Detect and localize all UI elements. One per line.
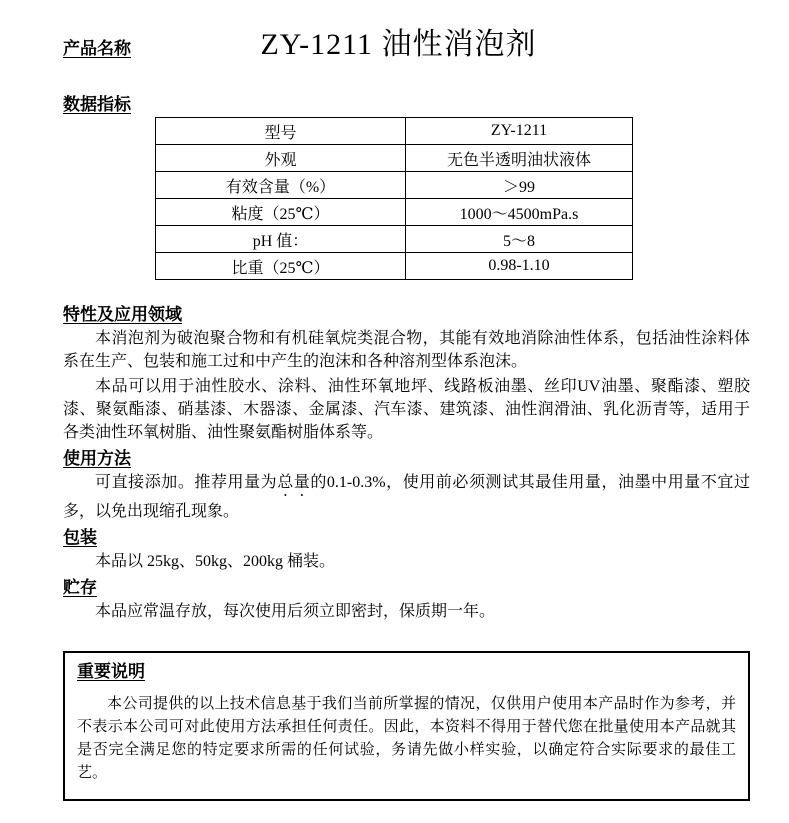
spec-label-model: 型号 <box>156 118 406 145</box>
section-heading-usage: 使用方法 <box>63 449 131 468</box>
spec-value-specific-gravity: 0.98-1.10 <box>406 253 633 280</box>
section-heading-packaging: 包装 <box>63 528 97 547</box>
usage-text-emphasized: 总量 <box>277 474 311 491</box>
page-title: ZY-1211 油性消泡剂 <box>260 28 537 61</box>
spec-label-ph: pH 值： <box>156 226 406 253</box>
header <box>63 28 750 62</box>
features-paragraph-2: 本品可以用于油性胶水、涂料、油性环氧地坪、线路板油墨、丝印UV油墨、聚酯漆、塑胶漆、聚氨酯漆、硝基漆、木器漆、金属漆、汽车漆、建筑漆、油性润滑油、乳化沥青等，适用于各类油性环氧树脂、油性聚氨酯树脂体系等。 <box>63 378 750 441</box>
spec-value-viscosity: 1000～4500mPa.s <box>406 199 633 226</box>
section-heading-data-indicators: 数据指标 <box>63 95 131 114</box>
spec-label-appearance: 外观 <box>156 145 406 172</box>
usage-text-after: 的0.1-0.3%，使用前必须测试其最佳用量，油墨中用量不宜过多，以免出现缩孔现象。 <box>63 474 750 520</box>
spec-value-active-content: ＞99 <box>406 172 633 199</box>
spec-label-specific-gravity: 比重（25℃） <box>156 253 406 280</box>
section-heading-features: 特性及应用领域 <box>63 305 182 324</box>
spec-value-appearance: 无色半透明油状液体 <box>406 145 633 172</box>
product-name-label: 产品名称 <box>63 39 131 58</box>
table-row <box>156 172 633 199</box>
packaging-paragraph: 本品以 25kg、50kg、200kg 桶装。 <box>95 553 336 570</box>
important-notice-box <box>63 651 750 801</box>
section-heading-storage: 贮存 <box>63 578 97 597</box>
spec-label-viscosity: 粘度（25℃） <box>156 199 406 226</box>
notice-paragraph: 本公司提供的以上技术信息基于我们当前所掌握的情况，仅供用户使用本产品时作为参考，并不表示本公司可对此使用方法承担任何责任。因此，本资料不得用于替代您在批量使用本产品就其是否完全满足您的特定要求所需的任何试验，务请先做小样实验，以确定符合实际要求的最佳工艺。 <box>77 696 736 781</box>
notice-heading: 重要说明 <box>77 662 145 681</box>
spec-table <box>155 117 633 280</box>
spec-value-ph: 5～8 <box>406 226 633 253</box>
usage-paragraph <box>63 471 750 523</box>
table-row <box>156 253 633 280</box>
table-row <box>156 226 633 253</box>
storage-paragraph: 本品应常温存放，每次使用后须立即密封，保质期一年。 <box>95 603 496 620</box>
table-row <box>156 199 633 226</box>
table-row <box>156 118 633 145</box>
spec-label-active-content: 有效含量（%） <box>156 172 406 199</box>
spec-value-model: ZY-1211 <box>406 118 633 145</box>
table-row <box>156 145 633 172</box>
features-paragraph-1: 本消泡剂为破泡聚合物和有机硅氧烷类混合物，其能有效地消除油性体系，包括油性涂料体系在生产、包装和施工过和中产生的泡沫和各种溶剂型体系泡沫。 <box>63 330 750 370</box>
usage-text-before: 可直接添加。推荐用量为 <box>95 474 278 491</box>
